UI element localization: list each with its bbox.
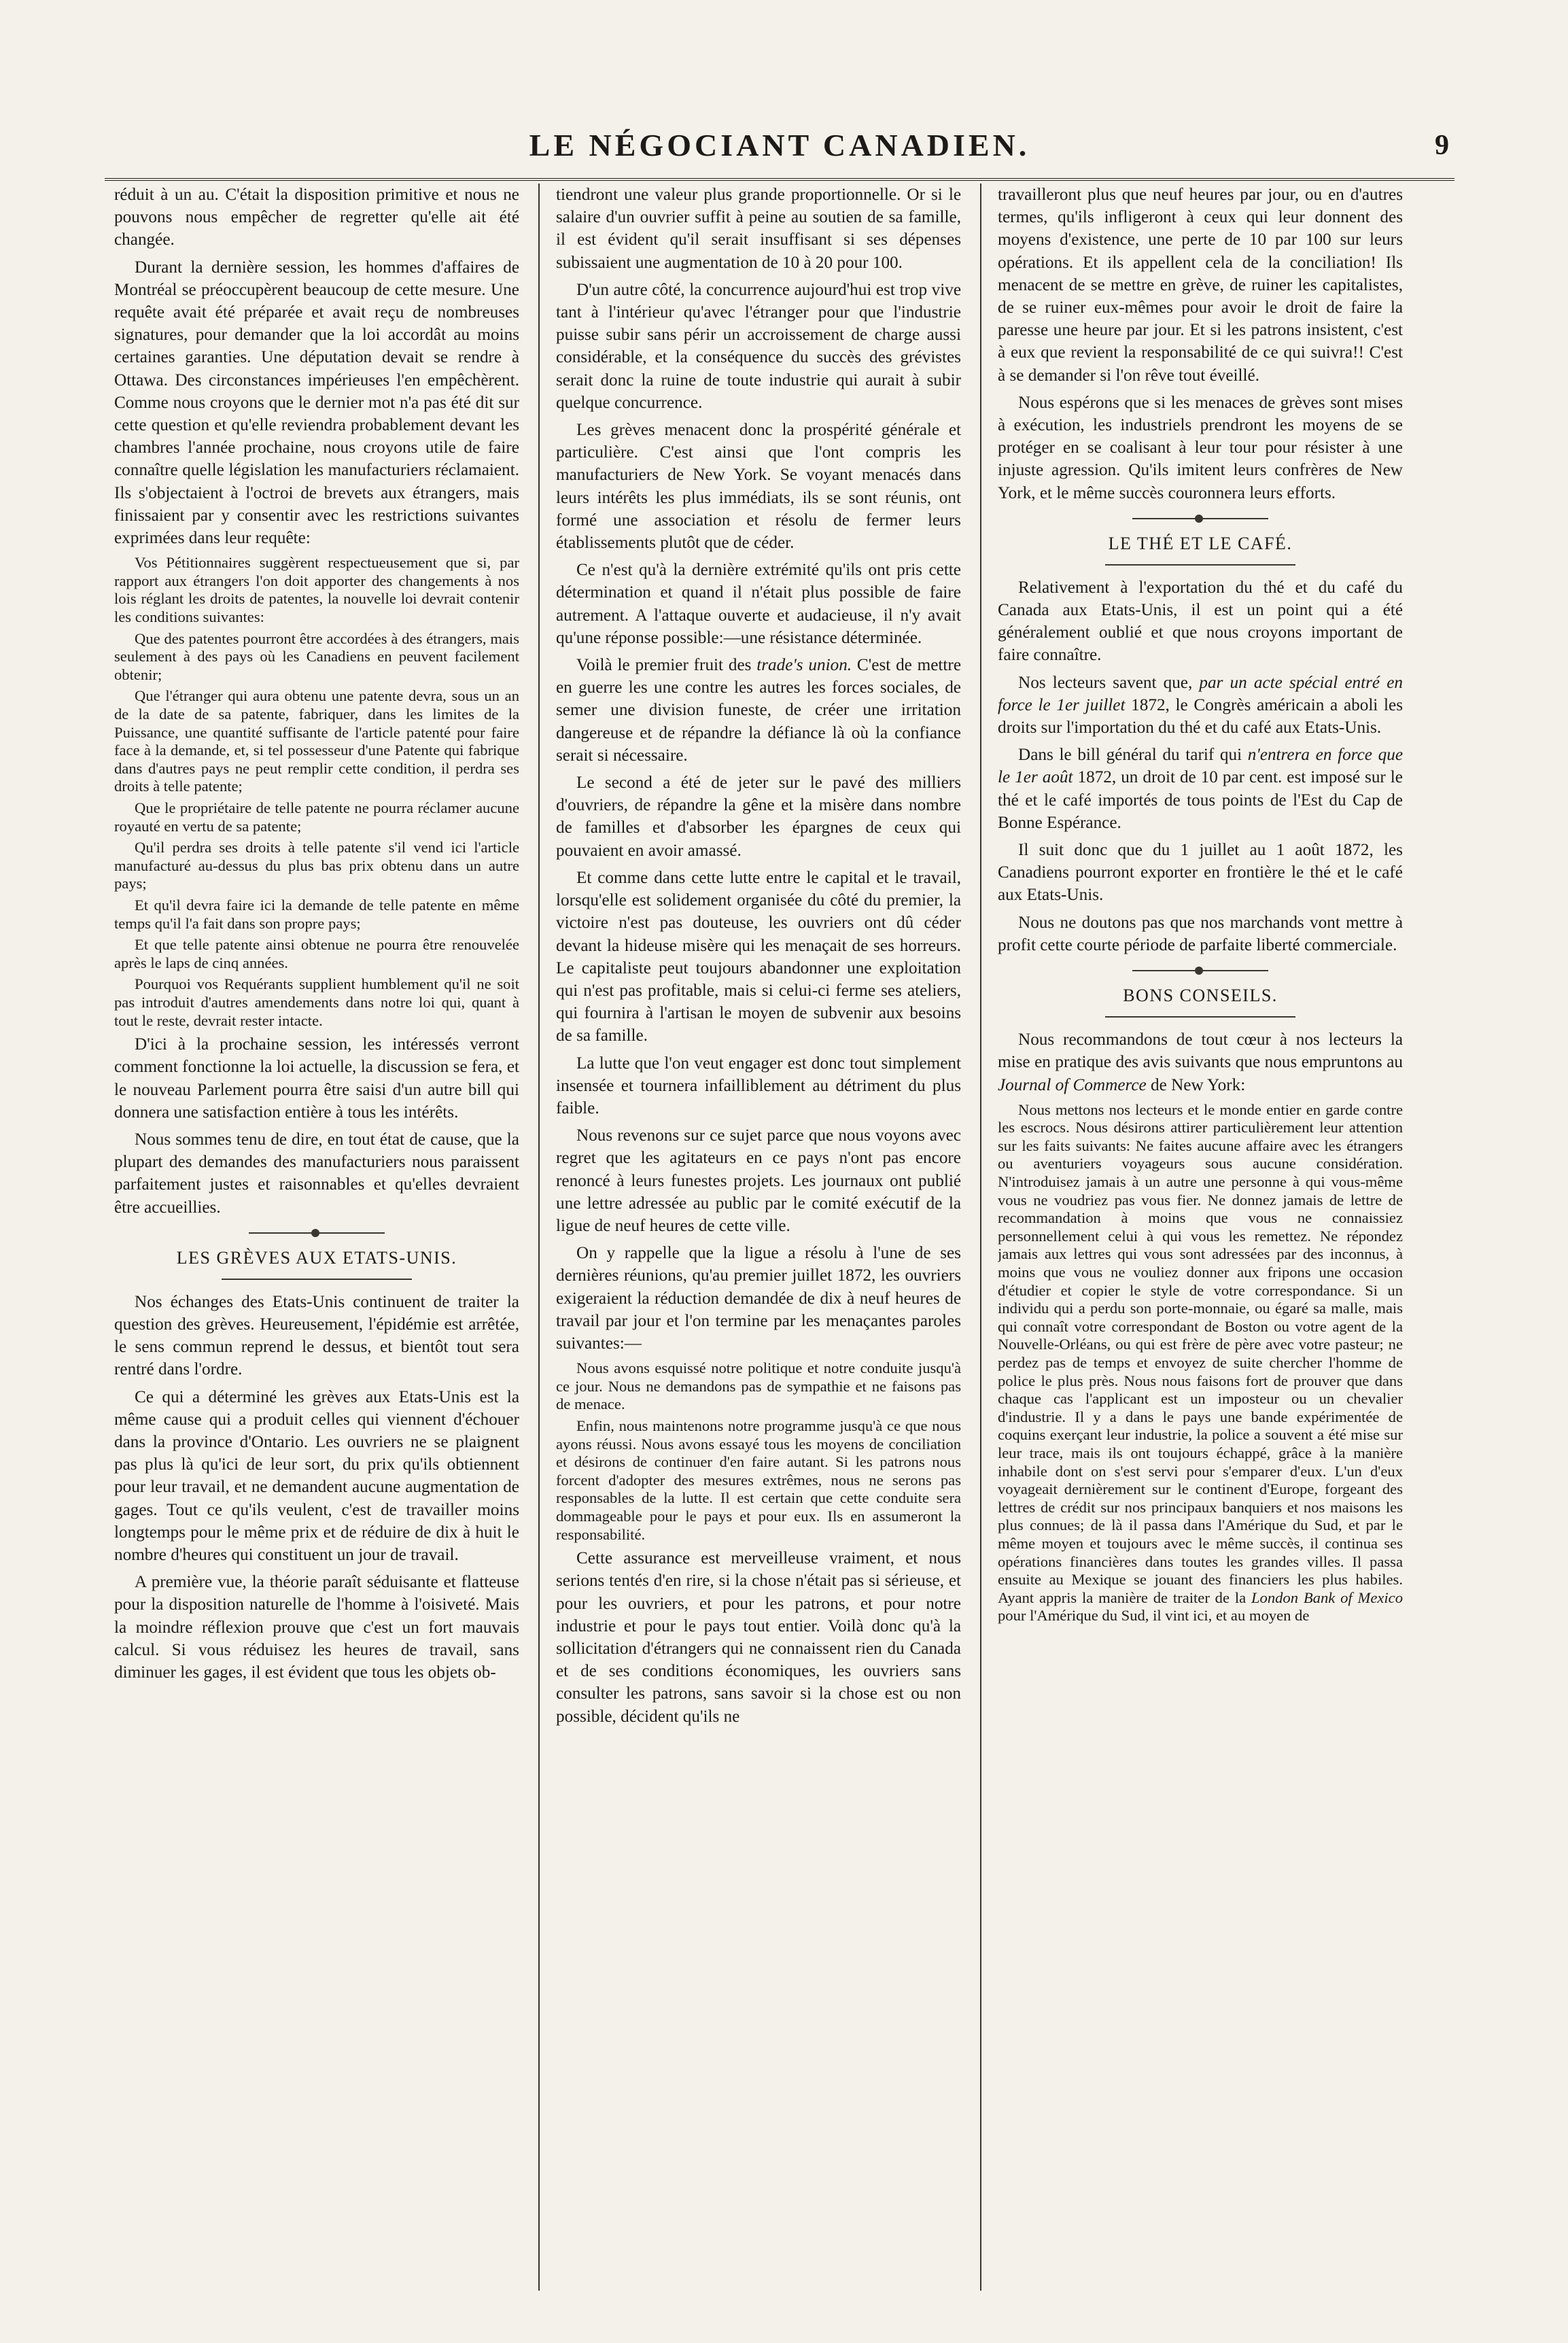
quoted-paragraph: Que des patentes pourront être accordées à des étrangers, mais seulement à des pays où les Canadiens en peuvent facilement obtenir; — [114, 629, 519, 683]
quoted-paragraph: Et qu'il devra faire ici la demande de telle patente en même temps qu'il l'a fait dans son propre pays; — [114, 896, 519, 932]
paragraph — [998, 744, 1403, 834]
quoted-paragraph: Enfin, nous maintenons notre programme jusqu'à ce que nous ayons réussi. Nous avons essayé tous les moyens de conciliation et désirons de continuer d'en faire autant. Si les patrons nous forcent d'adopter des mesures extrêmes, nous ne serons pas responsables de la lutte. Il est certain que cette conduite sera dommageable pour le pays et pour eux. Ils en assumeront la responsabilité. — [556, 1417, 961, 1543]
paragraph: Il suit donc que du 1 juillet au 1 août 1872, les Canadiens pourront exporter en frontière le thé et le café aux Etats-Unis. — [998, 841, 1403, 905]
paragraph: Durant la dernière session, les hommes d'affaires de Montréal se préoccupèrent beaucoup de cette mesure. Une requête avait été préparée et avait reçu de nombreuses signatures, pour demander que la loi accordât au moins certaines garanties. Une députation devait se rendre à Ottawa. Des circonstances impérieuses l'en empêchèrent. Comme nous croyons que le dernier mot n'a pas été dit sur cette question et qu'elle reviendra probablement devant les chambres l'année prochaine, nous croyons utile de faire connaître quelle législation les manufacturiers réclamaient. Ils s'objectaient à l'octroi de brevets aux étrangers, mais finissaient par y consentir avec les restrictions suivantes exprimées dans leur requête: — [114, 258, 519, 548]
page-number: 9 — [1435, 130, 1449, 161]
quoted-paragraph — [998, 1101, 1403, 1625]
heading-rule — [1105, 1016, 1295, 1018]
italic-text: London Bank of Mexico — [1251, 1589, 1403, 1606]
header-rule — [105, 178, 1454, 181]
text-run: de New York: — [1146, 1075, 1246, 1094]
paragraph: Ce n'est qu'à la dernière extrémité qu'ils ont pris cette détermination et quand il n'était plus possible de faire autrement. A l'attaque ouverte et audacieuse, il n'y avait qu'une réponse possible:—une résistance déterminée. — [556, 561, 961, 647]
article-heading: BONS CONSEILS. — [1123, 986, 1278, 1006]
quoted-paragraph: Nous avons esquissé notre politique et notre conduite jusqu'à ce jour. Nous ne demandons pas de sympathie et ne faisons pas de menace. — [556, 1359, 961, 1413]
quoted-paragraph: Que le propriétaire de telle patente ne pourra réclamer aucune royauté en vertu de sa patente; — [114, 799, 519, 835]
section-divider — [249, 1232, 385, 1238]
quoted-paragraph: Et que telle patente ainsi obtenue ne pourra être renouvelée après le laps de cinq années. — [114, 936, 519, 971]
section-divider — [1132, 970, 1268, 975]
column-2 — [556, 184, 961, 2291]
paragraph: La lutte que l'on veut engager est donc tout simplement insensée et tournera infailliblement au détriment du plus faible. — [556, 1054, 961, 1117]
paragraph — [998, 1028, 1403, 1096]
paragraph: Nous ne doutons pas que nos marchands vont mettre à profit cette courte période de parfaite liberté commerciale. — [998, 913, 1403, 954]
text-run: Nos lecteurs savent que, — [1018, 673, 1200, 692]
italic-text: n'entrera en force que le 1er août — [998, 746, 1403, 787]
article-heading: LE THÉ ET LE CAFÉ. — [1108, 533, 1293, 553]
section-divider — [1132, 518, 1268, 523]
text-run: 1872, un droit de 10 par cent. est imposé sur le thé et le café importés de tous points de l'Est du Cap de Bonne Espérance. — [998, 768, 1403, 832]
paragraph: Nous sommes tenu de dire, en tout état de cause, que la plupart des demandes des manufacturiers nous paraissent parfaitement justes et raisonnables et qu'elles devraient être accueillies. — [114, 1130, 519, 1217]
text-run: C'est de mettre en guerre les une contre les autres les forces sociales, de semer une division funeste, de créer une irritation dangereuse et de répandre la défiance là où la confiance serait si nécessaire. — [556, 656, 961, 765]
quoted-paragraph: Qu'il perdra ses droits à telle patente s'il vend ici l'article manufacturé au-dessus du plus bas prix obtenu dans un autre pays; — [114, 839, 519, 892]
column-3 — [998, 184, 1403, 2291]
paragraph: Relativement à l'exportation du thé et du café du Canada aux Etats-Unis, il est un point qui a été généralement oublié et que nous croyons important de faire connaître. — [998, 578, 1403, 665]
heading-rule — [1105, 564, 1295, 566]
column-divider — [980, 184, 981, 2291]
article-heading: LES GRÈVES AUX ETATS-UNIS. — [176, 1247, 457, 1268]
column-1 — [114, 184, 519, 2291]
paragraph: Nous revenons sur ce sujet parce que nous voyons avec regret que les agitateurs en ce pays n'ont pas encore renoncé à leurs funestes projets. Les journaux ont publié une lettre adressée au public par le comité exécutif de la ligue de neuf heures de cette ville. — [556, 1126, 961, 1235]
paragraph — [998, 672, 1403, 740]
paragraph: Et comme dans cette lutte entre le capital et le travail, lorsqu'elle est solidement organisée du côté du premier, la victoire n'est pas douteuse, les ouvriers ont dû céder devant la hideuse misère qui les menaçait de ses horreurs. Le capitaliste peut toujours abandonner une exploitation qui n'est pas profitable, mais si celui-ci ferme ses ateliers, qui fournira à l'artisan le moyen de subvenir aux besoins de sa famille. — [556, 868, 961, 1045]
paragraph: D'un autre côté, la concurrence aujourd'hui est trop vive tant à l'intérieur qu'avec l'étranger pour que l'industrie puisse subir sans périr un accroissement de charge aussi considérable, et la conséquence du succès des grévistes serait donc la ruine de toute industrie qui aurait à subir quelque concurrence. — [556, 280, 961, 412]
heading-rule — [222, 1279, 412, 1280]
paragraph: Nos échanges des Etats-Unis continuent de traiter la question des grèves. Heureusement, l'épidémie est arrêtée, le sens commun reprend le dessus, et bientôt tout sera rentré dans l'ordre. — [114, 1292, 519, 1379]
paragraph: Les grèves menacent donc la prospérité générale et particulière. C'est ainsi que l'ont compris les manufacturiers de New York. Se voyant menacés dans leurs intérêts les plus immédiats, ils se sont réunis, ont formé une association et résolu de fermer leurs établissements plutôt que de céder. — [556, 421, 961, 553]
column-divider — [538, 184, 540, 2291]
text-run: Nous recommandons de tout cœur à nos lecteurs la mise en pratique des avis suivants que nous empruntons au — [998, 1030, 1403, 1072]
quoted-paragraph: Pourquoi vos Requérants supplient humblement qu'il ne soit pas introduit d'autres amendements dans notre loi qui, quant à tout le reste, devrait rester intacte. — [114, 975, 519, 1029]
page-header — [105, 125, 1454, 174]
paragraph: On y rappelle que la ligue a résolu à l'une de ses dernières réunions, qu'au premier juillet 1872, les ouvriers exigeraient la réduction demandée de dix à neuf heures de travail par jour et l'on termine par les menaçantes paroles suivantes:— — [556, 1244, 961, 1353]
quoted-paragraph: Vos Pétitionnaires suggèrent respectueusement que si, par rapport aux étrangers l'on doit apporter des changements à nos lois réglant les droits de patentes, la nouvelle loi devrait contenir les conditions suivantes: — [114, 554, 519, 626]
paragraph: travailleront plus que neuf heures par jour, ou en d'autres termes, qu'ils infligeront à ceux qui leur donnent des moyens d'existence, une perte de 10 par 100 sur leurs opérations. Et ils appellent cela de la conciliation! Ils menacent de se mettre en grève, de ruiner les capitalistes, de se ruiner eux-mêmes pour avoir le droit de faire la paresse une heure par jour. Et si les patrons insistent, c'est à eux que revient la responsabilité de ce qui suivra!! C'est à se demander si l'on rêve tout éveillé. — [998, 186, 1403, 385]
paragraph: D'ici à la prochaine session, les intéressés verront comment fonctionne la loi actuelle, la discussion se fera, et le nouveau Parlement pourra être saisi d'un autre bill qui donnera une satisfaction entière à tous les intérêts. — [114, 1035, 519, 1122]
quoted-paragraph: Que l'étranger qui aura obtenu une patente devra, sous un an de la date de sa patente, fabriquer, dans les limites de la Puissance, une quantité suffisante de l'article patenté pour faire face à la demande, et, si tel possesseur d'une Patente qui fabrique dans d'autres pays ne peut remplir cette condition, il perdra ses droits à telle patente; — [114, 687, 519, 795]
paragraph: Nous espérons que si les menaces de grèves sont mises à exécution, les industriels prendront les moyens de se protéger en se coalisant à leur tour pour résister à une injuste agression. Qu'ils imitent leurs confrères de New York, et le même succès couronnera leurs efforts. — [998, 393, 1403, 502]
paragraph — [556, 654, 961, 767]
text-run: pour l'Amérique du Sud, il vint ici, et au moyen de — [998, 1607, 1310, 1625]
italic-text: par un acte spécial entré en force le 1er juillet — [998, 673, 1403, 714]
italic-text: Journal of Commerce — [998, 1075, 1147, 1094]
paragraph: Ce qui a déterminé les grèves aux Etats-Unis est la même cause qui a produit celles qui viennent d'échouer dans la province d'Ontario. Les ouvriers ne se plaignent pas plus là qu'ici de leur sort, du prix qu'ils obtiennent pour leur travail, et ne demandent aucune augmentation de gages. Tout ce qu'ils veulent, c'est de travailler moins longtemps pour le même prix et de réduire de dix à huit le nombre d'heures qui constituent un jour de travail. — [114, 1387, 519, 1564]
paragraph: réduit à un au. C'était la disposition primitive et nous ne pouvons nous empêcher de regretter qu'elle ait été changée. — [114, 186, 519, 249]
text-run: Nous mettons nos lecteurs et le monde entier en garde contre les escrocs. Nous désirons attirer particulièrement leur attention sur les faits suivants: Ne faites aucune affaire avec les étrangers ou aventuriers voyageurs sous aucune considération. N'introduisez jamais à un autre une personne à qui vous-même vous ne voudriez pas vous fier. Ne donnez jamais de lettre de recommandation à moins que vous ne connaissiez personnellement celui à qui vous les remettez. Ne répondez jamais aux lettres qui vous sont adressées par des inconnus, à moins que vous ne vouliez donner aux fripons une occasion d'étudier et copier le style de votre correspondance. Si un individu qui a perdu son porte-monnaie, ou égaré sa malle, mais qui connaît votre correspondant de Boston ou votre agent de la Nouvelle-Orléans, ou qui est frère de père avec votre pasteur; ne perdez pas de temps et envoyez de suite chercher l'homme de police le plus près. Nous nous faisons fort de prouver que dans chaque cas l'applicant est un imposteur ou un chevalier d'industrie. Il y a dans le pays une bande expérimentée de coquins exerçant leur industrie, la police a souvent a été mise sur leur trace, mais ils ont toujours échappé, grâce à la manière inhabile dont on s'est servi pour s'emparer d'eux. L'un d'eux voyageait dernièrement sur le continent d'Europe, forgeant des lettres de crédit sur nos principaux banquiers et nos maisons les plus connues; de là il passa dans l'Amérique du Sud, et par le même moyen et toujours avec le même succès, il continua ses opérations financières dans toutes les grandes villes. Il passa ensuite au Mexique se jouant des financiers les plus habiles. Ayant appris la manière de traiter de la — [998, 1100, 1403, 1606]
text-run: Voilà le premier fruit des — [576, 656, 757, 675]
paragraph: tiendront une valeur plus grande proportionnelle. Or si le salaire d'un ouvrier suffit à peine au soutien de sa famille, il est évident qu'il serait insuffisant si ses dépenses subissaient une augmentation de 10 à 20 pour 100. — [556, 186, 961, 272]
paragraph: Cette assurance est merveilleuse vraiment, et nous serions tentés d'en rire, si la chose n'était pas si sérieuse, et pour les ouvriers, et pour les patrons, et pour notre industrie et pour le pays tout entier. Voilà donc qu'à la sollicitation d'étrangers qui ne connaissent rien du Canada et de ses conditions économiques, les ouvriers sans consulter les patrons, sans savoir si la chose est ou non possible, décident qu'ils ne — [556, 1549, 961, 1726]
italic-text: trade's union. — [756, 656, 852, 675]
paragraph: A première vue, la théorie paraît séduisante et flatteuse pour la disposition naturelle de l'homme à l'oisiveté. Mais la moindre réflexion prouve que c'est un fort mauvais calcul. Si vous réduisez les heures de travail, sans diminuer les gages, il est évident que tous les objets ob- — [114, 1573, 519, 1682]
text-run: Dans le bill général du tarif qui — [1018, 746, 1248, 765]
text-run: 1872, le Congrès américain a aboli les droits sur l'importation du thé et du café aux Etats-Unis. — [998, 695, 1403, 737]
masthead-title: LE NÉGOCIANT CANADIEN. — [529, 128, 1030, 162]
paragraph: Le second a été de jeter sur le pavé des milliers d'ouvriers, de répandre la gêne et la misère dans nombre de familles et d'absorber les épargnes de ceux qui pouvaient en avoir amassé. — [556, 774, 961, 860]
